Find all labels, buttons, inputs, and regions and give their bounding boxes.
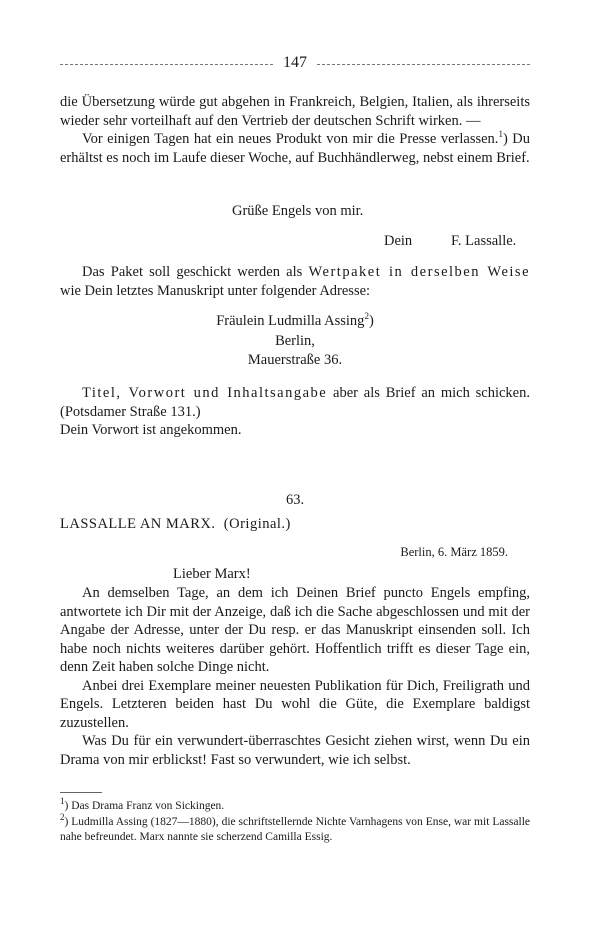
signature-name: F. Lassalle. — [451, 233, 517, 249]
footnote-1 — [60, 796, 530, 814]
paragraph — [60, 384, 530, 421]
spaced-emphasis: Titel, Vorwort und Inhaltsangabe — [82, 385, 328, 401]
footnote-text: ) Ludmilla Assing (1827—1880), die schriftstellernde Nichte Varnhagens von Ense, war mit Lassalle nahe befreundet. Marx nannte sie scherzend Camilla Essig. — [60, 816, 530, 843]
text-span: wie Dein letztes Manuskript unter folgender Adresse: — [60, 282, 371, 299]
address-line-street: Mauerstraße 36. — [247, 352, 343, 368]
spaced-emphasis: Wertpaket in derselben Weise — [308, 264, 531, 280]
letter-heading-title: LASSALLE AN MARX. — [60, 516, 216, 532]
paragraph: Anbei drei Exemplare meiner neuesten Publikation für Dich, Freiligrath und Engels. Letzteren beiden hast Du wohl die Güte, die Exemplare baldigst zuzustellen. — [60, 677, 530, 731]
paragraph: die Übersetzung würde gut abgehen in Frankreich, Belgien, Italien, als ihrerseits wieder sehr vorteilhaft auf den Vertrieb der deutschen Schrift wirken. — — [60, 94, 530, 129]
paragraph: An demselben Tage, an dem ich Deinen Brief puncto Engels empfing, antwortete ich Dir mit der Anzeige, daß ich die Sache abgeschlossen und mit der Angabe der Adresse, unter der Du resp. er das Manuskript einsenden soll. Ich habe noch nichts weiteres darüber gehört. Hoffentlich trifft es dieser Tage ein, denn Zeit haben solche Dinge nicht. — [60, 585, 530, 675]
header-rule-left — [60, 64, 273, 65]
paragraph — [60, 263, 530, 300]
text-span: ) — [368, 313, 374, 329]
text-span: Das Paket soll geschickt werden als — [82, 264, 309, 280]
footnote-ref: 2 — [364, 311, 369, 322]
postscript-paragraph — [60, 263, 530, 300]
page-header — [60, 52, 530, 74]
footnote-text: ) Das Drama Franz von Sickingen. — [64, 800, 225, 812]
header-rule-right — [317, 64, 530, 65]
letter-dateline: Berlin, 6. März 1859. — [400, 545, 508, 559]
signature-closing: Dein — [384, 233, 413, 249]
letter-number: 63. — [285, 492, 305, 508]
address-line-recipient — [60, 313, 530, 330]
text-span: Vor einigen Tagen hat ein neues Produkt von mir die Presse verlassen. — [82, 131, 499, 147]
footnote-mark: 2 — [60, 812, 65, 823]
footnote-rule — [60, 792, 102, 793]
page-number: 147 — [283, 54, 307, 71]
text-span: ) Du erhältst es noch im Laufe dieser Woche, auf Buchhändlerweg, nebst einem Brief. — [60, 131, 530, 166]
footnote-mark: 1 — [60, 796, 65, 807]
letter-salutation: Lieber Marx! — [173, 566, 251, 582]
footnote-ref: 1 — [498, 129, 503, 140]
paragraph: Was Du für ein verwundert-überraschtes Gesicht ziehen wirst, wenn Du ein Drama von mir erblickst! Fast so verwundert, wie ich selbst. — [60, 733, 530, 768]
address-line-city: Berlin, — [275, 333, 315, 349]
footnote-2 — [60, 812, 530, 845]
paragraph: Dein Vorwort ist angekommen. — [60, 422, 242, 438]
postscript-paragraph-2 — [60, 384, 530, 440]
letter-heading-note: (Original.) — [223, 516, 291, 532]
text-span: aber als Brief an mich schicken. (Potsdamer Straße 131.) — [60, 385, 530, 420]
letter-body — [60, 584, 530, 769]
greeting-line: Grüße Engels von mir. — [232, 203, 364, 219]
letter-continuation — [60, 93, 530, 167]
letter-heading — [60, 516, 291, 533]
text-span: Fräulein Ludmilla Assing — [216, 313, 365, 329]
paragraph — [60, 130, 530, 167]
